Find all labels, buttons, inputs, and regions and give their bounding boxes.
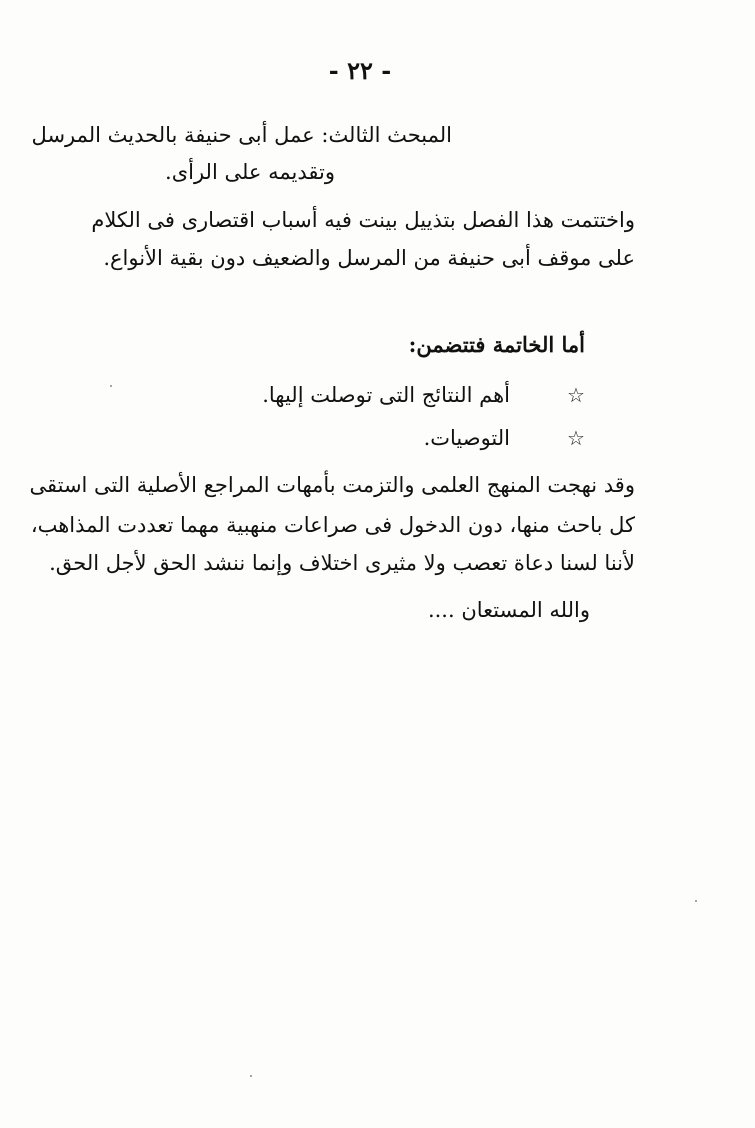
text-line-4: على موقف أبى حنيفة من المرسل والضعيف دون بقية الأنواع. (103, 246, 635, 270)
scan-speck (695, 900, 697, 902)
scan-speck (110, 385, 112, 387)
text-line-5: وقد نهجت المنهج العلمى والتزمت بأمهات المراجع الأصلية التى استقى (29, 473, 635, 497)
text-line-6: كل باحث منها، دون الدخول فى صراعات منهبية مهما تعددت المذاهب، (30, 513, 635, 537)
text-line-3: واختتمت هذا الفصل بتذييل بينت فيه أسباب اقتصارى فى الكلام (91, 208, 635, 232)
bullet-item-1: أهم النتائج التى توصلت إليها. (262, 383, 510, 407)
page-number: - ٢٢ - (328, 56, 392, 85)
bullet-star-icon: ☆ (567, 426, 585, 450)
text-line-2: وتقديمه على الرأى. (165, 160, 335, 184)
section-heading: أما الخاتمة فتتضمن: (408, 332, 585, 357)
bullet-item-2: التوصيات. (423, 426, 510, 450)
bullet-star-icon: ☆ (567, 383, 585, 407)
text-line-1: المبحث الثالث: عمل أبى حنيفة بالحديث المرسل (31, 123, 452, 147)
text-line-7: لأننا لسنا دعاة تعصب ولا مثيرى اختلاف وإنما ننشد الحق لأجل الحق. (49, 551, 635, 575)
scan-speck (250, 1075, 252, 1077)
text-line-8: والله المستعان .... (427, 598, 590, 622)
